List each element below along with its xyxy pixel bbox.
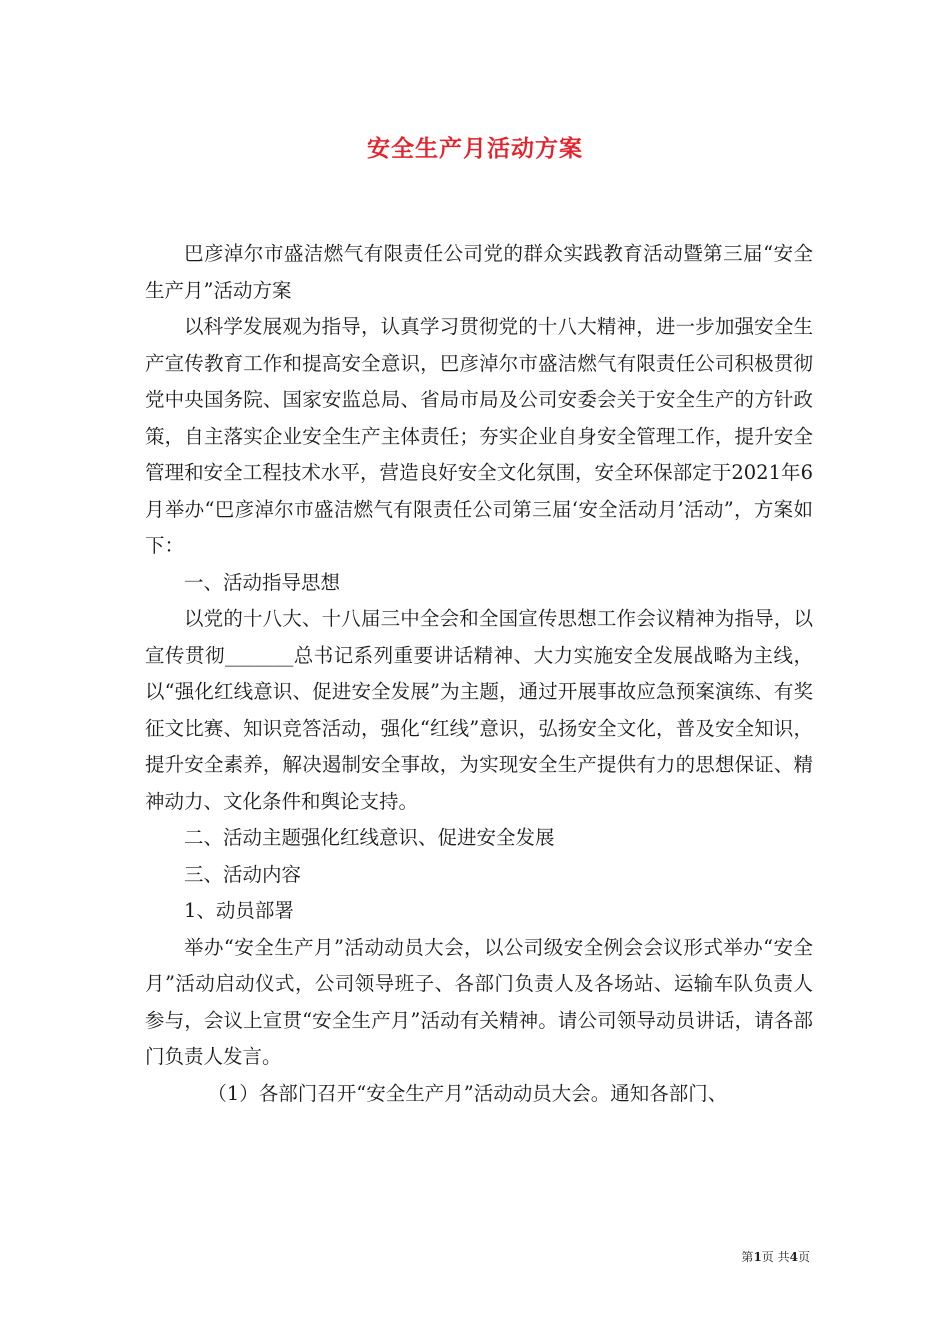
section-heading-theme: 二、活动主题强化红线意识、促进安全发展 bbox=[184, 826, 555, 849]
paragraph-mobilization: 举办“安全生产月”活动动员大会，以公司级安全例会会议形式举办“安全月”活动启动仪式，公司领导班子、各部门负责人及各场站、运输车队负责人参与，会议上宣贯“安全生产月”活动有关精神。请公司领导动员讲话，请各部门负责人发言。 bbox=[145, 935, 813, 1068]
list-item-department-meeting: （1）各部门召开“安全生产月”活动动员大会。通知各部门、 bbox=[207, 1081, 728, 1105]
paragraph-guiding-ideology: 以党的十八大、十八届三中全会和全国宣传思想工作会议精神为指导，以宣传贯彻_______总书记系列重要讲话精神、大力实施安全发展战略为主线，以“强化红线意识、促进安全发展”为主题，通过开展事故应急预案演练、有奖征文比赛、知识竞答活动，强化“红线”意识，弘扬安全文化，普及安全知识，提升安全素养，解决遏制安全事故，为实现安全生产提供有力的思想保证、精神动力、文化条件和舆论支持。 bbox=[145, 607, 813, 813]
document-title: 安全生产月活动方案 bbox=[367, 135, 583, 162]
footer-current-page: 1 bbox=[753, 1250, 762, 1264]
footer-suffix: 页 bbox=[797, 1250, 810, 1264]
footer-total-pages: 4 bbox=[789, 1250, 798, 1264]
page-number-footer bbox=[690, 1248, 810, 1265]
paragraph-intro-heading: 巴彦淖尔市盛洁燃气有限责任公司党的群众实践教育活动暨第三届“安全生产月”活动方案 bbox=[145, 242, 813, 302]
document-body bbox=[145, 236, 813, 1112]
footer-middle: 页 共 bbox=[761, 1250, 790, 1264]
section-heading-content: 三、活动内容 bbox=[184, 862, 302, 886]
subsection-heading-mobilization: 1、动员部署 bbox=[184, 899, 294, 922]
section-heading-guiding-ideology: 一、活动指导思想 bbox=[184, 570, 341, 594]
paragraph-overview: 以科学发展观为指导，认真学习贯彻党的十八大精神，进一步加强安全生产宣传教育工作和提高安全意识，巴彦淖尔市盛洁燃气有限责任公司积极贯彻党中央国务院、国家安监总局、省局市局及公司安委会关于安全生产的方针政策，自主落实企业安全生产主体责任；夯实企业自身安全管理工作，提升安全管理和安全工程技术水平，营造良好安全文化氛围，安全环保部定于2021年6月举办“巴彦淖尔市盛洁燃气有限责任公司第三届‘安全活动月’活动”，方案如下： bbox=[145, 315, 813, 557]
footer-prefix: 第 bbox=[741, 1250, 754, 1264]
